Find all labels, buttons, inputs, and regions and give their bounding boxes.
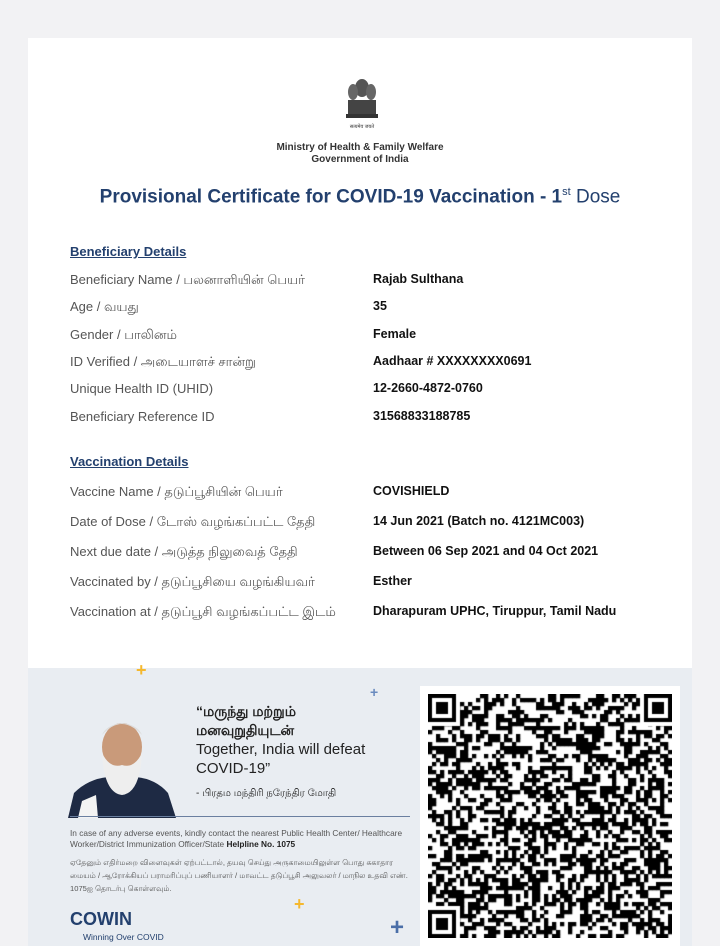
plus-icon: +: [390, 914, 405, 941]
detail-row: [70, 544, 670, 564]
detail-row: [70, 409, 670, 429]
field-label: Vaccinated by / தடுப்பூசியை வழங்கியவர்: [70, 574, 315, 589]
national-emblem-icon: [344, 76, 380, 134]
field-value: Dharapuram UPHC, Tiruppur, Tamil Nadu: [373, 604, 617, 618]
beneficiary-heading: Beneficiary Details: [70, 244, 187, 259]
field-value: Between 06 Sep 2021 and 04 Oct 2021: [373, 544, 599, 558]
detail-row: [70, 272, 670, 292]
plus-icon: +: [136, 660, 147, 680]
page-title: Provisional Certificate for COVID-19 Vaccination - 1st Dose: [99, 186, 621, 208]
field-value: COVISHIELD: [373, 484, 450, 498]
qr-code: [420, 686, 680, 946]
field-value: 35: [373, 299, 387, 314]
adverse-events-notice: In case of any adverse events, kindly contact the nearest Public Health Center/ Healthcare Worker/District Immunization Officer/State Helpline No. 1075: [70, 828, 403, 849]
field-value: 14 Jun 2021 (Batch no. 4121MC003): [373, 514, 585, 528]
detail-row: [70, 299, 670, 319]
plus-icon: +: [370, 684, 379, 700]
detail-row: [70, 381, 670, 401]
field-label: Vaccine Name / தடுப்பூசியின் பெயர்: [70, 484, 283, 499]
certificate: [28, 38, 692, 946]
detail-row: [70, 354, 670, 374]
field-label: Beneficiary Name / பலனாளியின் பெயர்: [70, 272, 305, 287]
detail-row: [70, 484, 670, 504]
field-value: 12-2660-4872-0760: [373, 381, 483, 396]
detail-row: [70, 604, 670, 624]
divider: [70, 816, 410, 817]
field-value: Rajab Sulthana: [373, 272, 464, 286]
cowin-tagline: Winning Over COVID: [83, 932, 164, 942]
government-name: Government of India: [311, 154, 409, 165]
vaccination-heading: Vaccination Details: [70, 454, 189, 469]
field-value: Esther: [373, 574, 412, 588]
detail-row: [70, 574, 670, 594]
detail-row: [70, 514, 670, 534]
plus-icon: +: [294, 894, 305, 914]
field-label: Unique Health ID (UHID): [70, 381, 214, 397]
footer-panel: [28, 660, 692, 946]
field-label: Beneficiary Reference ID: [70, 408, 215, 424]
field-label: Gender / பாலினம்: [70, 326, 177, 342]
cowin-logo: COWIN: [70, 909, 132, 929]
field-value: Female: [373, 326, 417, 341]
field-label: Date of Dose / டோஸ் வழங்கப்பட்ட தேதி: [70, 514, 316, 529]
quote-attribution: - பிரதம மந்திரி நரேந்திர மோதி: [196, 788, 337, 799]
field-label: Next due date / அடுத்த நிலுவைத் தேதி: [70, 544, 298, 559]
field-label: ID Verified / அடையாளச் சான்று: [70, 353, 256, 369]
ministry-name: Ministry of Health & Family Welfare: [276, 142, 444, 153]
prime-minister-portrait: [68, 713, 176, 818]
field-label: Vaccination at / தடுப்பூசி வழங்கப்பட்ட இடம்: [70, 604, 336, 619]
adverse-events-notice-tamil: ஏதேனும் எதிர்மறை விளைவுகள் ஏற்பட்டால், தயவு செய்து அருகாமையிலுள்ள பொது சுகாதார மையம் / ஆரோக்கியப் பராமரிப்புப் பணியாளர் / மாவட்ட தடுப்பூசி அலுவலர் / மாநில உதவி எண். 1075ஐ தொடர்பு கொள்ளவும்.: [70, 858, 408, 893]
field-value: 31568833188785: [373, 408, 471, 423]
quote: “மருந்து மற்றும் மனவுறுதியுடன் Together, India will defeat COVID-19”: [196, 703, 366, 777]
field-value: Aadhaar # XXXXXXXX0691: [373, 353, 532, 368]
field-label: Age / வயது: [70, 299, 139, 315]
detail-row: [70, 327, 670, 347]
svg-text:सत्यमेव जयते: सत्यमेव जयते: [349, 124, 375, 130]
